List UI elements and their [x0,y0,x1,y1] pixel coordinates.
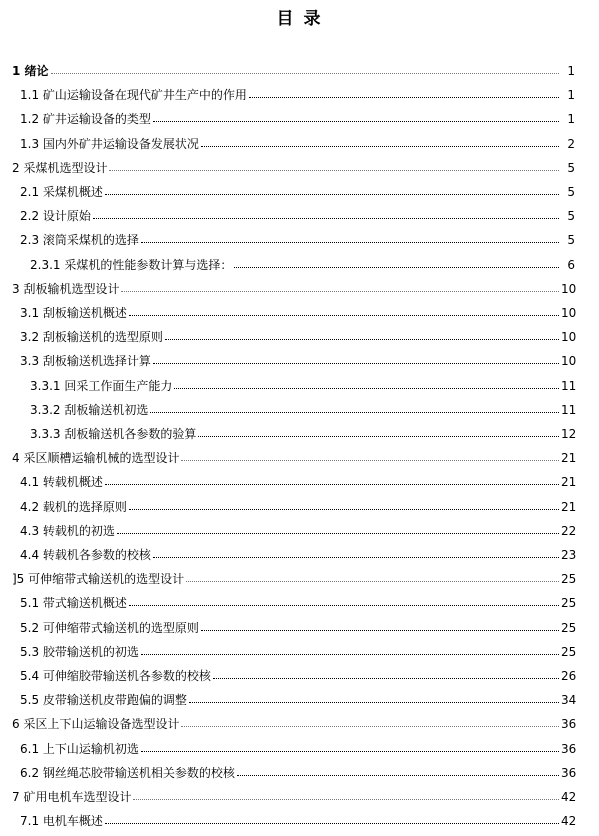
toc-entry-title: 2.1 采煤机概述 [20,185,103,199]
toc-entry[interactable] [0,467,599,489]
toc-entry-title: 5.4 可伸缩胶带输送机各参数的校核 [20,669,211,683]
toc-page-number: 2 [567,136,575,151]
dot-leader [181,460,559,461]
toc-entry[interactable] [0,588,599,610]
toc-page-number: 6 [567,257,575,272]
toc-entry[interactable] [0,709,599,731]
dot-leader [105,823,559,824]
toc-page-number: 25 [561,572,577,587]
toc-page-number: 1 [567,112,575,127]
toc-page-number: 26 [561,669,577,683]
dot-leader [150,412,559,413]
dot-leader [234,267,559,268]
dot-leader [165,339,559,340]
toc-page-number: 42 [561,814,577,829]
dot-leader [153,121,559,122]
toc-entry-title: 4.1 转载机概述 [20,475,103,490]
toc-page-number: 5 [567,209,575,224]
toc-entry-title: 6.2 钢丝绳芯胶带输送机相关参数的校核 [20,765,235,780]
toc-entry[interactable] [0,153,599,175]
toc-page-number: 25 [561,620,577,635]
page-title: 目 录 [276,9,323,29]
dot-leader [198,436,559,437]
toc-entry[interactable] [0,685,599,707]
dot-leader [174,388,559,389]
toc-entry[interactable] [0,564,599,586]
toc-entry-title: 6.1 上下山运输机初选 [20,741,139,756]
toc-page-number: 36 [561,741,577,756]
toc-entry[interactable] [0,492,599,514]
toc-entry-title: 2.3.1 采煤机的性能参数计算与选择： [30,257,233,272]
toc-entry-title: 5.5 皮带输送机皮带跑偏的调整 [20,693,187,708]
dot-leader [213,678,559,679]
toc-page-number: 5 [567,185,575,199]
dot-leader [141,242,559,243]
dot-leader [117,533,559,534]
toc-entry-title: 3.2 刮板输送机的选型原则 [20,330,163,345]
dot-leader [153,363,559,364]
toc-entry-title: 2 采煤机选型设计 [12,160,108,175]
toc-entry[interactable] [0,782,599,804]
toc-entry[interactable] [0,274,599,296]
toc-entry-title: 5.3 胶带输送机的初选 [20,644,139,659]
toc-entry[interactable] [0,516,599,538]
toc-entry[interactable] [0,56,599,78]
toc-entry-title: 3.3.2 刮板输送机初选 [30,402,149,417]
toc-entry[interactable] [0,129,599,151]
toc-entry-title: 1 绪论 [12,64,49,78]
toc-entry-title: 3.3.3 刮板输送机各参数的验算 [30,427,197,441]
toc-entry-title: 4 采区顺槽运输机械的选型设计 [12,451,180,466]
toc-entry[interactable] [0,80,599,102]
dot-leader [201,146,559,147]
toc-entry[interactable] [0,346,599,368]
toc-page-number: 10 [561,281,577,296]
toc-entry-title: ]5 可伸缩带式输送机的选型设计 [12,572,185,587]
toc-entry-title: 1.1 矿山运输设备在现代矿井生产中的作用 [20,88,247,103]
toc-entry[interactable] [0,177,599,199]
toc-page-number: 25 [561,644,577,659]
dot-leader [237,775,559,776]
toc-entry[interactable] [0,395,599,417]
toc-page-number: 21 [561,499,577,514]
toc-page-number: 10 [561,354,577,369]
toc-entry[interactable] [0,225,599,247]
toc-entry-title: 3.3 刮板输送机选择计算 [20,354,151,369]
toc-entry-title: 6 采区上下山运输设备选型设计 [12,717,180,732]
toc-entry[interactable] [0,661,599,683]
dot-leader [189,702,559,703]
toc-entry[interactable] [0,371,599,393]
toc-entry-title: 2.3 滚筒采煤机的选择 [20,233,139,248]
toc-entry-title: 1.2 矿井运输设备的类型 [20,112,151,127]
dot-leader [186,581,559,582]
toc-entry-title: 1.3 国内外矿井运输设备发展状况 [20,136,199,151]
toc-entry-title: 5.2 可伸缩带式输送机的选型原则 [20,620,199,635]
toc-page-number: 36 [561,717,577,732]
toc-entry[interactable] [0,322,599,344]
toc-entry[interactable] [0,540,599,562]
dot-leader [141,751,559,752]
toc-page-number: 22 [561,523,577,538]
dot-leader [129,605,559,606]
dot-leader [181,726,559,727]
toc-entry[interactable] [0,419,599,441]
dot-leader [133,799,559,800]
dot-leader [129,315,559,316]
toc-entry-title: 5.1 带式输送机概述 [20,596,127,611]
toc-entry-title: 3 刮板输机选型设计 [12,281,120,296]
toc-entry[interactable] [0,201,599,223]
toc-entry[interactable] [0,250,599,272]
toc-entry[interactable] [0,443,599,465]
toc-entry-title: 3.1 刮板输送机概述 [20,306,127,320]
toc-page-number: 11 [561,402,577,417]
toc-entry[interactable] [0,758,599,780]
toc-entry-title: 7 矿用电机车选型设计 [12,790,132,804]
toc-page-number: 21 [561,451,577,466]
dot-leader [141,654,559,655]
toc-entry-title: 3.3.1 回采工作面生产能力 [30,378,173,393]
toc-page-number: 5 [567,233,575,248]
toc-page-number: 11 [561,378,577,393]
dot-leader [129,509,559,510]
toc-entry[interactable] [0,613,599,635]
toc-page-number: 12 [561,427,577,441]
toc-page-number: 23 [561,548,577,562]
toc-page-number: 36 [561,765,577,780]
toc-page-number: 25 [561,596,577,611]
dot-leader [153,557,559,558]
toc-entry[interactable] [0,637,599,659]
toc-entry[interactable] [0,104,599,126]
toc-entry-title: 4.2 载机的选择原则 [20,499,127,514]
dot-leader [249,97,559,98]
toc-entry-title: 4.3 转载机的初选 [20,523,115,538]
dot-leader [93,218,559,219]
dot-leader [109,170,559,171]
toc-entry[interactable] [0,806,599,828]
dot-leader [105,194,559,195]
toc-page-number: 10 [561,306,577,320]
toc-page-number: 5 [567,160,575,175]
toc-page-number: 34 [561,693,577,708]
dot-leader [121,291,559,292]
toc-entry[interactable] [0,734,599,756]
toc-page-number: 1 [567,64,575,78]
toc-page-number: 21 [561,475,577,490]
toc-page-number: 1 [567,88,575,103]
dot-leader [105,484,559,485]
toc-entry[interactable] [0,298,599,320]
dot-leader [201,630,559,631]
dot-leader [51,73,559,74]
toc-page-number: 10 [561,330,577,345]
toc-page-number: 42 [561,790,577,804]
toc-entry-title: 7.1 电机车概述 [20,814,103,829]
toc-entry-title: 2.2 设计原始 [20,209,91,224]
toc-entry-title: 4.4 转载机各参数的校核 [20,548,151,562]
